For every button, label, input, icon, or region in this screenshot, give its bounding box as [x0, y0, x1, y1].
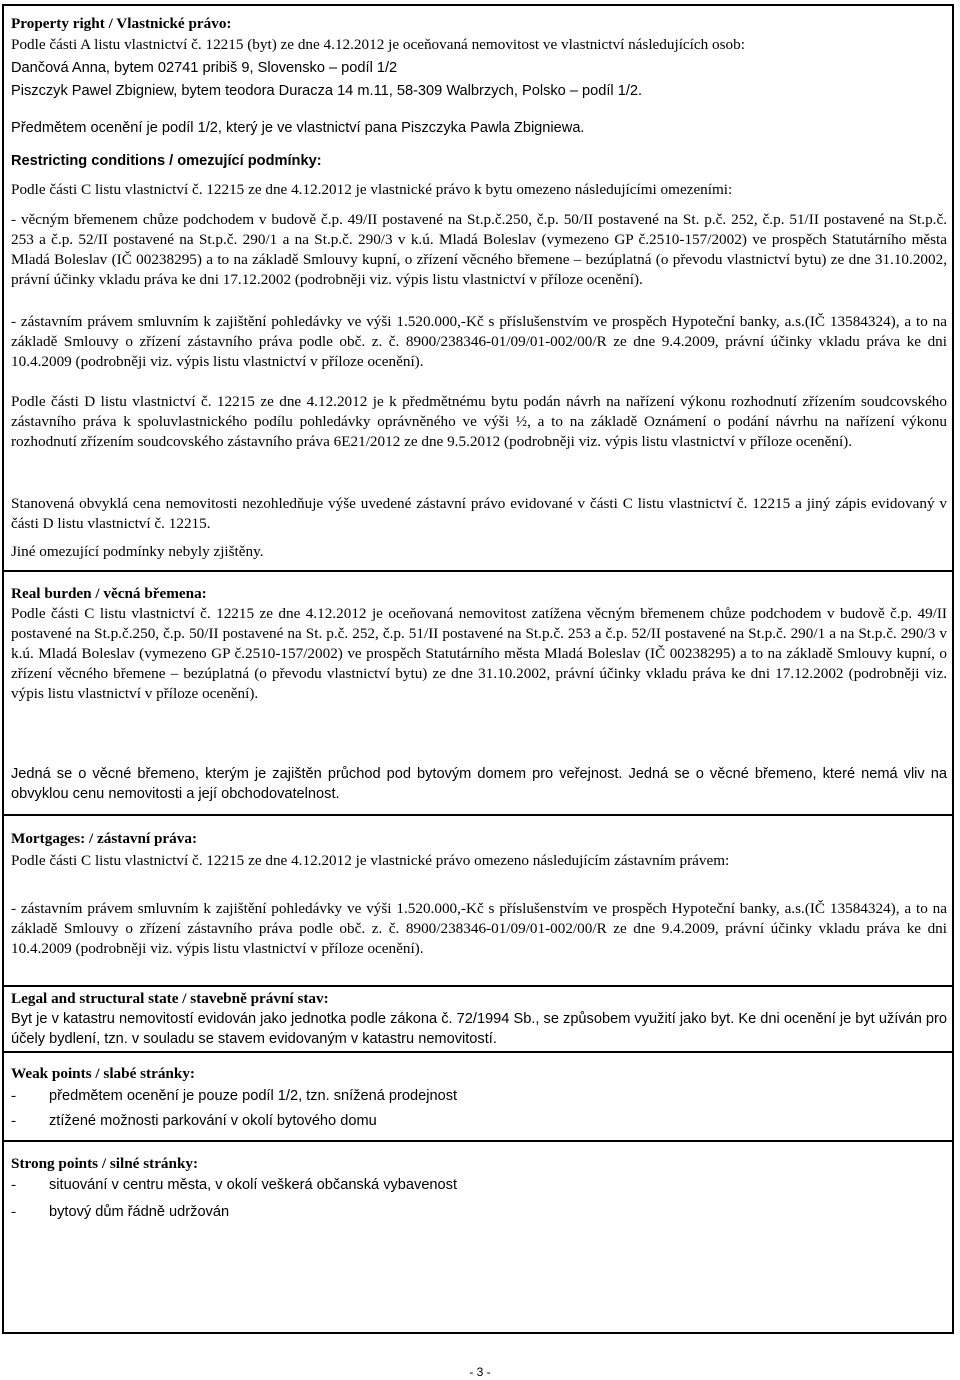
section-divider — [4, 814, 952, 816]
section-divider — [4, 570, 952, 572]
property-heading: Property right / Vlastnické právo: — [11, 15, 232, 32]
burden-text: Podle části C listu vlastnictví č. 12215 ze dne 4.12.2012 je oceňovaná nemovitost zatížena věcným břemenem chůze podchodem v budově č.p. 49/II postavené na St.p.č.250, č.p. 50/II postavené na St. p.č. 252, č.p. 51/II postavené na St.p.č. 253 a č.p. 52/II postavené na St.p.č. 290/1 a na St.p.č. 290/3 v k.ú. Mladá Boleslav (vymezeno GP č.2510-157/2002) ve prospěch Statutárního města Mladá Boleslav (IČ 00238295) a to na základě Smlouvy kupní, o zřízení věcného břemene – bezúplatná (o převodu vlastnictví bytu) ze dne 31.10.2002, právní účinky vkladu práva ke dni 17.12.2002 (podrobněji viz. výpis listu vlastnictví v příloze ocenění). — [11, 605, 947, 702]
section-divider — [4, 1140, 952, 1142]
legal-text: Byt je v katastru nemovitostí evidován jako jednotka podle zákona č. 72/1994 Sb., se způsobem využití jako byt. Ke dni ocenění je byt užíván pro účely bydlení, tzn. v souladu se stavem evidovaným v katastru nemovitostí. — [11, 1011, 947, 1047]
legal-heading: Legal and structural state / stavebně právní stav: — [11, 990, 329, 1007]
restricting-intro: Podle části C listu vlastnictví č. 12215 ze dne 4.12.2012 je vlastnické právo k bytu omezeno následujícími omezeními: — [11, 181, 733, 198]
section-divider — [4, 1051, 952, 1053]
weak-item-2: ztížené možnosti parkování v okolí bytového domu — [49, 1113, 377, 1129]
strong-heading: Strong points / silné stránky: — [11, 1155, 199, 1172]
restricting-other: Jiné omezující podmínky nebyly zjištěny. — [11, 543, 264, 560]
strong-item-2: bytový dům řádně udržován — [49, 1204, 230, 1220]
page-number: - 3 - — [469, 1365, 491, 1379]
list-dash: - — [11, 1203, 17, 1220]
burden-heading: Real burden / věcná břemena: — [11, 585, 207, 602]
property-line-3: Piszczyk Pawel Zbigniew, bytem teodora Duracza 14 m.11, 58-309 Walbrzych, Polsko – podíl 1/2. — [11, 83, 643, 99]
property-line-1: Podle části A listu vlastnictví č. 12215 (byt) ze dne 4.12.2012 je oceňovaná nemovitost ve vlastnictví následujících osob: — [11, 36, 745, 53]
property-subject: Předmětem ocenění je podíl 1/2, který je ve vlastnictví pana Piszczyka Pawla Zbigniewa. — [11, 120, 585, 136]
list-dash: - — [11, 1176, 17, 1193]
list-dash: - — [11, 1087, 17, 1104]
document-frame — [2, 4, 954, 1334]
restricting-heading: Restricting conditions / omezující podmínky: — [11, 153, 322, 169]
weak-item-1: předmětem ocenění je pouze podíl 1/2, tzn. snížená prodejnost — [49, 1088, 458, 1104]
strong-item-1: situování v centru města, v okolí veškerá občanská vybavenost — [49, 1177, 458, 1193]
mortgages-intro: Podle části C listu vlastnictví č. 12215 ze dne 4.12.2012 je vlastnické právo omezeno následujícím zástavním právem: — [11, 852, 730, 869]
restricting-easement: - věcným břemenem chůze podchodem v budově č.p. 49/II postavené na St.p.č.250, č.p. 50/II postavené na St. p.č. 252, č.p. 51/II postavené na St.p.č. 253 a č.p. 52/II postavené na St.p.č. 290/1 a na St.p.č. 290/3 v k.ú. Mladá Boleslav (vymezeno GP č.2510-157/2002) ve prospěch Statutárního města Mladá Boleslav (IČ 00238295) a to na základě Smlouvy kupní, o zřízení věcného břemene – bezúplatná (o převodu vlastnictví bytu) ze dne 31.10.2002, právní účinky vkladu práva ke dni 17.12.2002 (podrobněji viz. výpis listu vlastnictví v příloze ocenění). — [11, 211, 947, 288]
mortgages-heading: Mortgages: / zástavní práva: — [11, 830, 198, 847]
restricting-price-note: Stanovená obvyklá cena nemovitosti nezohledňuje výše uvedené zástavní právo evidované v části C listu vlastnictví č. 12215 a jiný zápis evidovaný v části D listu vlastnictví č. 12215. — [11, 495, 947, 532]
property-line-2: Dančová Anna, bytem 02741 pribiš 9, Slovensko – podíl 1/2 — [11, 60, 398, 76]
restricting-part-d: Podle části D listu vlastnictví č. 12215 ze dne 4.12.2012 je k předmětnému bytu podán návrh na nařízení výkonu rozhodnutí zřízením soudcovského zástavního práva k spoluvlastnického podílu pohledávky oprávněného ve výši ½, a to na základě Oznámení o podání návrhu na nařízení výkonu rozhodnutí zřízením soudcovského zástavního práva 6E21/2012 ze dne 9.5.2012 (podrobněji viz. výpis listu vlastnictví v příloze ocenění). — [11, 393, 947, 450]
restricting-pledge: - zástavním právem smluvním k zajištění pohledávky ve výši 1.520.000,-Kč s příslušenstvím ve prospěch Hypoteční banky, a.s.(IČ 13584324), a to na základě Smlouvy o zřízení zástavního práva podle obč. z. č. 8900/238346-01/09/01-002/00/R ze dne 9.4.2009, právní účinky vkladu práva ke dni 10.4.2009 (podrobněji viz. výpis listu vlastnictví v příloze ocenění). — [11, 313, 947, 370]
section-divider — [4, 985, 952, 987]
mortgages-text: - zástavním právem smluvním k zajištění pohledávky ve výši 1.520.000,-Kč s příslušenstvím ve prospěch Hypoteční banky, a.s.(IČ 13584324), a to na základě Smlouvy o zřízení zástavního práva podle obč. z. č. 8900/238346-01/09/01-002/00/R ze dne 9.4.2009, právní účinky vkladu práva ke dni 10.4.2009 (podrobněji viz. výpis listu vlastnictví v příloze ocenění). — [11, 900, 947, 957]
list-dash: - — [11, 1112, 17, 1129]
weak-heading: Weak points / slabé stránky: — [11, 1065, 195, 1082]
burden-note: Jedná se o věcné břemeno, kterým je zajištěn průchod pod bytovým domem pro veřejnost. Jedná se o věcné břemeno, které nemá vliv na obvyklou cenu nemovitosti a její obchodovatelnost. — [11, 766, 947, 802]
